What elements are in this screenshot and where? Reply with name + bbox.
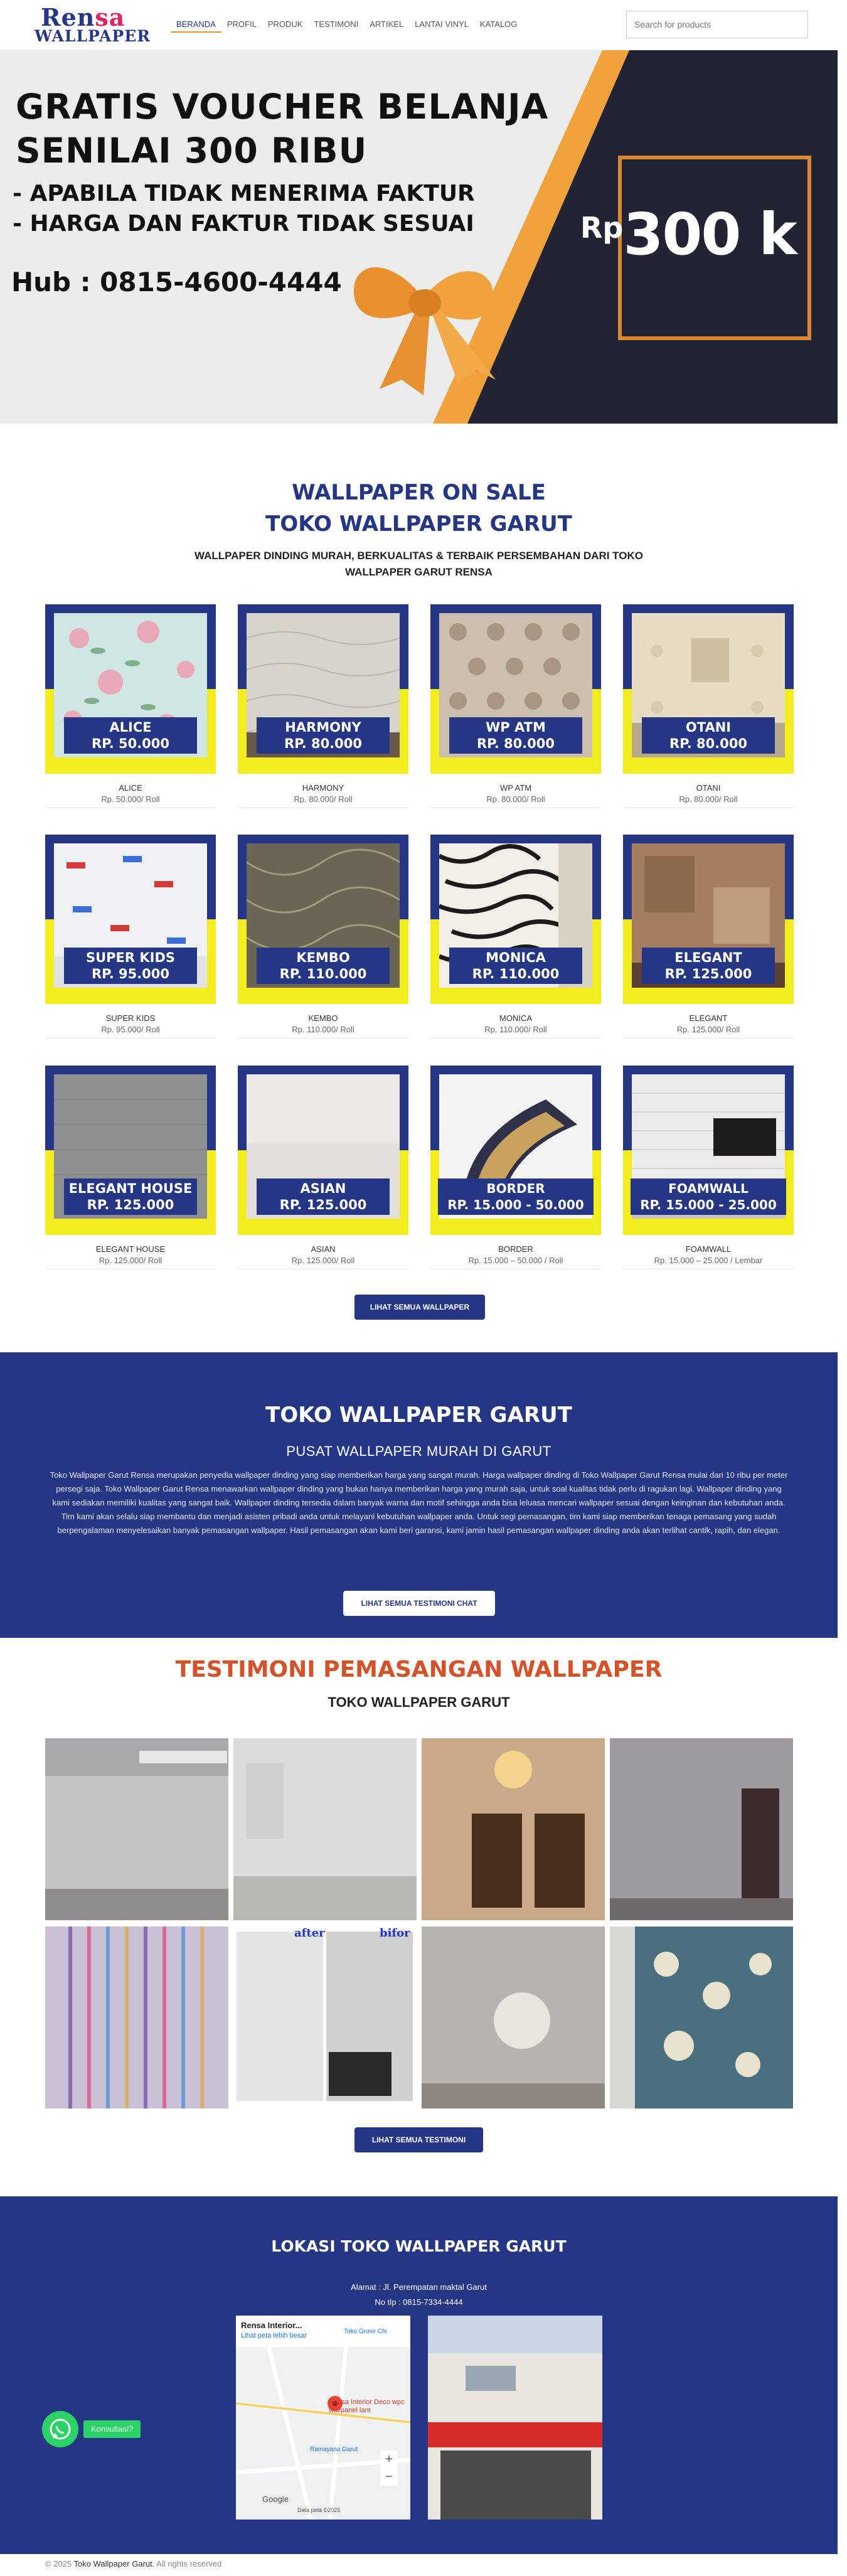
about-title: TOKO WALLPAPER GARUT <box>265 1403 572 1428</box>
location-title: LOKASI TOKO WALLPAPER GARUT <box>271 2237 567 2255</box>
site-logo[interactable]: Rensa WALLPAPER <box>35 3 151 45</box>
about-paragraph: Toko Wallpaper Garut Rensa merupakan penyedia wallpaper dinding yang siap memberikan harga yang sangat murah. Harga wallpaper dinding di Toko Wallpaper Garut Rensa mulai dari 10 ribu per meter persegi saja. Toko Wallpaper Garut Rensa menawarkan wallpaper dinding yang bukan hanya memberikan harga yang murah saja, untuk soal kualitas tidak perlu di ragukan lagi. Wallpaper dinding yang kami sediakan memiliki kualitas yang sangat baik. Wallpaper dinding tersedia dalam banyak warna dan motif sehingga anda bisa leluasa mencari wallpaper sesuai dengan keinginan dan kebutuhan anda. Tim kami akan selalu siap membantu dan menjadi asisten pribadi anda untuk melayani kebutuhan wallpaper anda. Untuk segi pemasangan, tim kami siap memberikan tenaga pemasang yang sudah berpengalaman menyelesaikan banyak pemasangan wallpaper. Hasil pemasangan akan kami beri garansi, kami jamin hasil pemasangan wallpaper dinding anda akan terlihat cantik, rapih, dan elegan. <box>50 1470 788 1535</box>
sale-title: WALLPAPER ON SALE TOKO WALLPAPER GARUT <box>265 480 572 537</box>
nav-produk[interactable]: PRODUK <box>267 19 303 29</box>
testimoni-subtitle: TOKO WALLPAPER GARUT <box>328 1694 510 1710</box>
whatsapp-button[interactable] <box>42 2411 78 2447</box>
sale-subtitle: WALLPAPER DINDING MURAH, BERKUALITAS & TERBAIK PERSEMBAHAN DARI TOKO WALLPAPER GARUT RENSA <box>194 550 643 578</box>
nav-artikel[interactable]: ARTIKEL <box>370 19 404 29</box>
voucher-price: Rp300 k <box>580 201 796 268</box>
testimoni-photo[interactable] <box>610 1927 793 2108</box>
copyright: © 2025 Toko Wallpaper Garut. All rights reserved <box>45 2559 222 2568</box>
testimoni-photo[interactable]: after bifor <box>233 1927 417 2108</box>
nav-katalog[interactable]: KATALOG <box>479 19 518 29</box>
testimoni-title: TESTIMONI PEMASANGAN WALLPAPER <box>175 1657 663 1682</box>
location-section <box>0 2196 838 2560</box>
location-address: Alamat : Jl. Perempatan maktal Garut No tlp : 0815-7334-4444 <box>351 2282 487 2307</box>
about-subtitle: PUSAT WALLPAPER MURAH DI GARUT <box>286 1443 551 1459</box>
about-section <box>0 1352 838 1638</box>
site-header <box>0 0 838 50</box>
gift-bow-icon <box>342 238 505 395</box>
testimoni-photo[interactable] <box>422 1927 605 2108</box>
nav-profil[interactable]: PROFIL <box>226 19 257 29</box>
testimoni-photo[interactable] <box>45 1927 228 2108</box>
nav-beranda[interactable]: BERANDA <box>171 19 221 33</box>
google-map[interactable]: Rensa Interior... Lihat peta lebih besar Toko Grosir Chi Rensa Interior Deco wpc wallpanel lant Ramayana Garut + − Google Data peta ©2025 <box>236 2316 410 2520</box>
hero-conditions: - APABILA TIDAK MENERIMA FAKTUR - HARGA DAN FAKTUR TIDAK SESUAI <box>13 181 475 237</box>
hero-headline: GRATIS VOUCHER BELANJA SENILAI 300 RIBU <box>16 87 549 171</box>
whatsapp-icon <box>42 2411 78 2447</box>
search-input[interactable] <box>626 11 808 38</box>
testimoni-photo[interactable] <box>422 1738 605 1920</box>
view-all-wallpaper-button[interactable]: LIHAT SEMUA WALLPAPER <box>354 1295 485 1320</box>
hero-contact: Hub : 0815-4600-4444 <box>11 267 342 297</box>
nav-lantai-vinyl[interactable]: LANTAI VINYL <box>415 19 469 29</box>
site-footer <box>0 2554 838 2576</box>
testimoni-photo[interactable] <box>610 1738 793 1920</box>
whatsapp-label[interactable]: Konsultasi? <box>83 2420 141 2438</box>
view-all-chat-testimoni-button[interactable]: LIHAT SEMUA TESTIMONI CHAT <box>343 1591 495 1616</box>
store-photo <box>428 2316 602 2520</box>
testimoni-photo[interactable] <box>233 1738 417 1920</box>
nav-testimoni[interactable]: TESTIMONI <box>314 19 359 29</box>
map-zoom-control[interactable]: + − <box>380 2450 398 2486</box>
map-pin-label: Rensa Interior Deco wpc wallpanel lant <box>329 2398 405 2414</box>
testimoni-photo[interactable] <box>45 1738 228 1920</box>
view-all-testimoni-button[interactable]: LIHAT SEMUA TESTIMONI <box>354 2127 483 2152</box>
hero-banner[interactable] <box>0 50 838 424</box>
main-nav <box>171 19 523 33</box>
